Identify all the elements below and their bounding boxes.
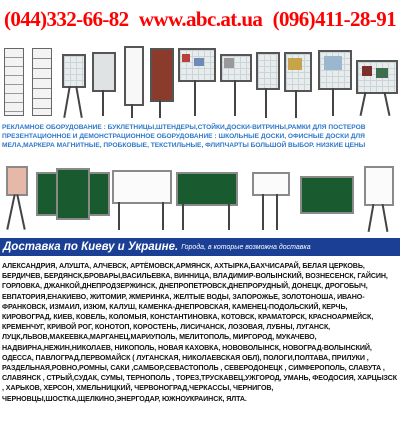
- poster-stand-tall-image[interactable]: [120, 46, 146, 118]
- whiteboard-stand-image[interactable]: [112, 170, 174, 230]
- pin-board-image[interactable]: [178, 48, 216, 118]
- poster-stand-image[interactable]: [254, 52, 280, 118]
- cities-list: АЛЕКСАНДРИЯ, АЛУШТА, АЛЧЕВСК, АРТЁМОВСК,АРМЯНСК, АХТЫРКА,БАХЧИСАРАЙ, БЕЛАЯ ЦЕРКОВЬ, БЕРДИЧЕВ, БЕРДЯНСК,БРОВАРЫ,ВАСИЛЬЕВКА, ВИННИЦА, ВЛАДИМИР-ВОЛЫНСКИЙ, ВОЗНЕСЕНСК, ГАЙСИН, ГОРЛОВКА, ДЖАНКОЙ,ДНЕПРОДЗЕРЖИНСК, ДНЕПРОПЕТРОВСК,ДНЕПРОРУДНЫЙ, ДОНЕЦК, ДРОГОБЫЧ, ЕВПАТОРИЯ,ЕНАКИЕВО, ЖИТОМИР, ЖМЕРИНКА, ЖЕЛТЫЕ ВОДЫ, ЗАПОРОЖЬЕ, ЗОЛОТОНОША, ИВАНО-ФРАНКОВСК, ИЗМАИЛ, ИЗЮМ, КАЛУШ, КАМЕНКА-ДНЕПРОВСКАЯ, КАМЕНЕЦ-ПОДОЛЬСКИЙ, КЕРЧЬ, КИРОВОГРАД, КИЕВ, КОВЕЛЬ, КОЛОМЫЯ, КОНСТАНТИНОВКА, КОТОВСК, КРАМАТОРСК, КРАСНОАРМЕЙСК, КРЕМЕНЧУГ, КРИВОЙ РОГ, КОНОТОП, КОРОСТЕНЬ, ЛИСИЧАНСК, ЛОЗОВАЯ, ЛУБНЫ, ЛУГАНСК, ЛУЦК,ЛЬВОВ,МАКЕЕВКА,МАРГАНЕЦ,МАРИУПОЛЬ, МЕЛИТОПОЛЬ, МИРГОРОД, МУКАЧЕВО, НАДВИРНА,НЕЖИН,НИКОЛАЕВ, НИКОПОЛЬ, НОВАЯ КАХОВКА, НОВОВОЛЫНСК, НОВОГРАД-ВОЛЫНСКИЙ, ОДЕССА, ПАВЛОГРАД,ПЕРВОМАЙСК ( ЛУГАНСКАЯ, НИКОЛАЕВСКАЯ ОБЛ), ПОЛОГИ,ПОЛТАВА, ПРИЛУКИ , РАЗДЕЛЬНАЯ,РОВНО,РОМНЫ, САКИ ,САМБОР,СЕВАСТОПОЛЬ , СЕВЕРОДОНЕЦК , СИМФЕРОПОЛЬ, СЛАВУТА , СЛАВЯНСК , СТРЫЙ,СУДАК, СУМЫ, ТЕРНОПОЛЬ , ТОРЕЗ,ТРУСКАВЕЦ,УЖГОРОД, УМАНЬ, ФЕОДОСИЯ, ХАРЦЫЗСК , ХАРЬКОВ, ХЕРСОН, ХМЕЛЬНИЦКИЙ, ЧЕРВОНОГРАД,ЧЕРКАССЫ, ЧЕРНИГОВ, ЧЕРНОВЦЫ,ШОСТКА,ЩЕЛКИНО,ЭНЕРГОДАР, ЮЖНОУКРАИНСК, ЯЛТА.: [2, 262, 397, 403]
- easel-stand-image[interactable]: [58, 50, 88, 118]
- poster-stand-image-2[interactable]: [282, 52, 312, 118]
- school-board-image[interactable]: [36, 168, 110, 228]
- promo-text-block: [0, 124, 400, 160]
- chalkboard-stand-image[interactable]: [176, 168, 240, 230]
- notice-board-image[interactable]: [148, 48, 174, 118]
- floor-stand-image-2[interactable]: [30, 48, 54, 118]
- flipchart-image[interactable]: [4, 166, 30, 232]
- contact-line: [4, 4, 396, 34]
- easel-poster-image[interactable]: [316, 46, 352, 118]
- floor-stand-image[interactable]: [2, 48, 26, 118]
- phone-number-2[interactable]: (096)411-28-91: [272, 6, 396, 31]
- promo-text: РЕКЛАМНОЕ ОБОРУДОВАНИЕ : БУКЛЕТНИЦЫ,ШТЕНДЕРЫ,СТОЙКИ,ДОСКИ-ВИТРИНЫ,РАМКИ ДЛЯ ПОСТЕРОВ ПРЕЗЕНТАЦИОННОЕ И ДЕМОНСТРАЦИОННОЕ ОБОРУДОВАНИЕ : ШКОЛЬНЫЕ ДОСКИ, ОФИСНЫЕ ДОСКИ ДЛЯ МЕЛА,МАРКЕРА МАГНИТНЫЕ, ПРОБКОВЫЕ, ТЕКСТИЛЬНЫЕ, ФЛИПЧАРТЫ БОЛЬШОЙ ВЫБОР. НИЗКИЕ ЦЕНЫ: [2, 124, 366, 149]
- product-photos-row-1: [0, 44, 400, 122]
- board-stand-image[interactable]: [356, 54, 398, 118]
- contact-header: [0, 0, 400, 44]
- school-board-wide-image[interactable]: [300, 172, 354, 228]
- product-photos-row-2: [0, 162, 400, 234]
- website-link[interactable]: www.abc.at.ua: [138, 6, 263, 31]
- flipchart-sign-image[interactable]: [252, 170, 290, 230]
- framed-board-image[interactable]: [90, 50, 118, 118]
- display-board-image[interactable]: [220, 48, 252, 118]
- flipchart-easel-image[interactable]: [362, 166, 396, 232]
- delivery-title: Доставка по Киеву и Украине.: [3, 241, 179, 253]
- delivery-subtitle: Города, в которые возможна доставка: [181, 243, 311, 251]
- phone-number-1[interactable]: (044)332-66-82: [4, 6, 129, 31]
- delivery-banner: [0, 238, 400, 256]
